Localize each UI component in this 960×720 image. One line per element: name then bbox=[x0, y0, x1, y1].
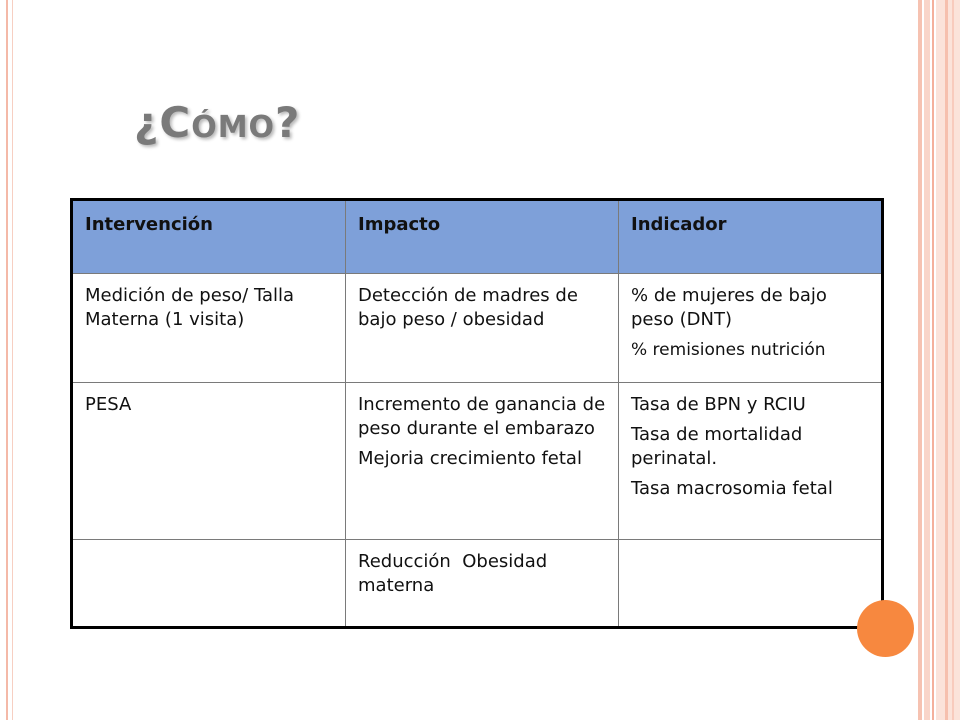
cell-indicador bbox=[619, 540, 883, 628]
cell-text: Mejoria crecimiento fetal bbox=[358, 448, 582, 469]
table-row bbox=[72, 540, 883, 628]
cell-text: % remisiones nutrición bbox=[631, 340, 826, 360]
cell-intervencion bbox=[72, 383, 346, 540]
table-row bbox=[72, 274, 883, 383]
right-decor-bar bbox=[945, 0, 948, 720]
cell-text: Medición de peso/ Talla Materna (1 visita) bbox=[85, 285, 295, 330]
cell-text: % de mujeres de bajo peso (DNT) bbox=[631, 285, 827, 330]
title-small-caps: ÓMO bbox=[191, 110, 276, 145]
right-decor-bar bbox=[936, 0, 960, 720]
cell-impacto bbox=[346, 383, 619, 540]
interventions-table bbox=[70, 198, 884, 629]
right-decor-bar bbox=[932, 0, 934, 720]
cell-intervencion bbox=[72, 274, 346, 383]
title-suffix: ? bbox=[275, 98, 301, 147]
right-decor-bar bbox=[918, 0, 922, 720]
header-indicador: Indicador bbox=[619, 200, 883, 274]
cell-text: Incremento de ganancia de peso durante el embarazo bbox=[358, 394, 606, 439]
cell-indicador bbox=[619, 274, 883, 383]
right-decor-bar bbox=[952, 0, 954, 720]
slide-title bbox=[134, 98, 300, 147]
cell-impacto bbox=[346, 540, 619, 628]
left-decor-line bbox=[6, 0, 8, 720]
cell-text: Detección de madres de bajo peso / obesidad bbox=[358, 285, 578, 330]
cell-text: Reducción Obesidad materna bbox=[358, 551, 553, 596]
header-row bbox=[72, 200, 883, 274]
title-prefix: ¿C bbox=[134, 98, 192, 147]
header-intervencion: Intervención bbox=[72, 200, 346, 274]
cell-intervencion bbox=[72, 540, 346, 628]
decorative-circle bbox=[857, 600, 914, 657]
cell-text: PESA bbox=[85, 394, 132, 415]
cell-impacto bbox=[346, 274, 619, 383]
header-impacto: Impacto bbox=[346, 200, 619, 274]
cell-text: Tasa de BPN y RCIU bbox=[631, 394, 806, 415]
cell-text: Tasa de mortalidad perinatal. bbox=[631, 424, 803, 469]
cell-indicador bbox=[619, 383, 883, 540]
left-decor-line-2 bbox=[12, 0, 13, 720]
cell-text: Tasa macrosomia fetal bbox=[631, 478, 833, 499]
right-decor-bar bbox=[924, 0, 930, 720]
table-row bbox=[72, 383, 883, 540]
